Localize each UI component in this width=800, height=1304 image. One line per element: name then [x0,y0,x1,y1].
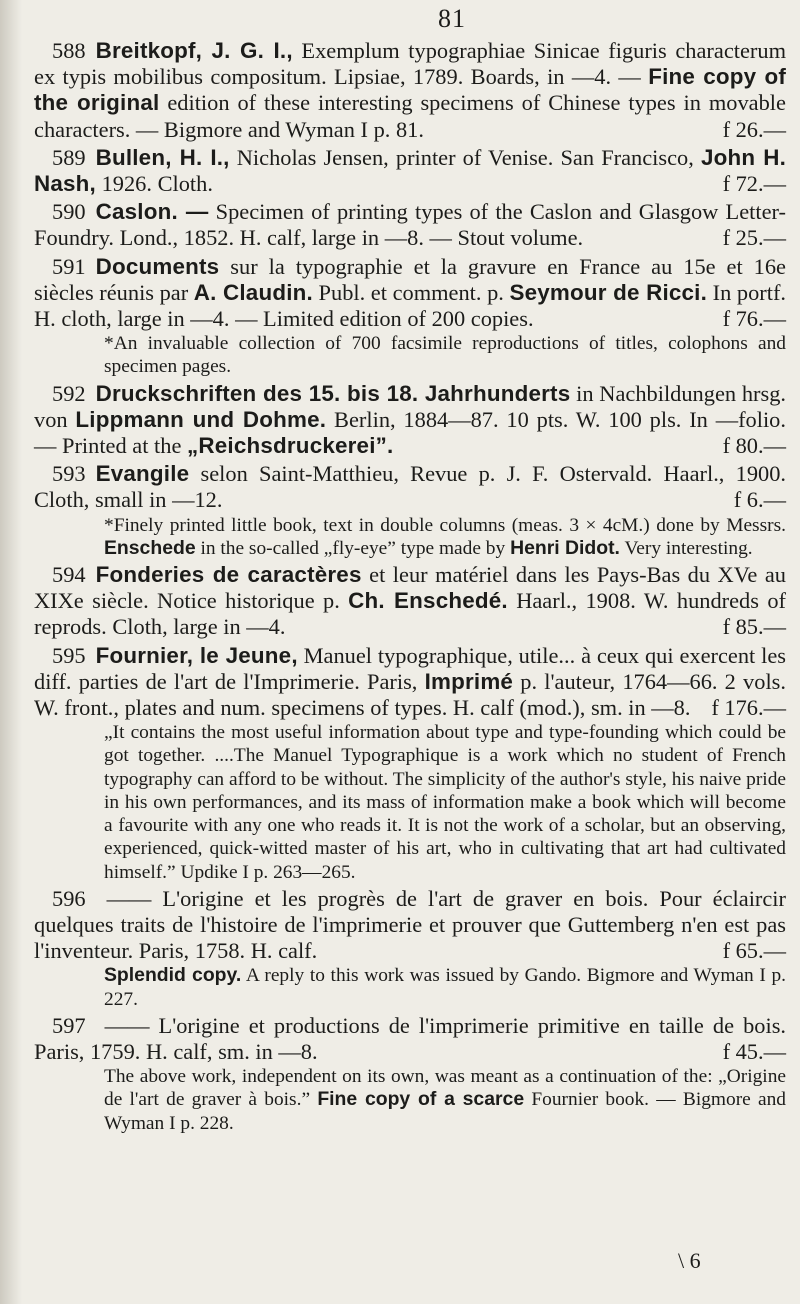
entry-price: f 176.— [711,695,786,721]
entry-note [104,1065,786,1135]
entry-number: 589 [52,144,86,170]
note-text: *Finely printed little book, text in double columns (meas. 3 × 4cM.) done by Messrs. [104,514,786,536]
entry-text-cont: edition of these interesting specimens of Chinese types in movable characters. — Bigmore and Wyman I p. 81. [34,90,786,142]
note-text-cont-2: Very interesting. [624,537,753,559]
entry-592 [34,381,786,460]
entry-number: 591 [52,253,86,279]
entry-number: 594 [52,562,86,588]
note-text: A reply to this work was issued by Gando. Bigmore and Wyman I p. 227. [104,965,786,1010]
entry-highlight: John H. Nash, [34,144,787,197]
entry-price: f 65.— [722,938,786,964]
entry-text: Specimen of printing types of the Caslon and Glasgow Letter-Foundry. Lond., 1852. H. calf, large in —8. — Stout volume. [34,199,786,251]
entry-price: f 72.— [722,171,786,197]
entry-595 [34,643,786,884]
entry-text-cont: Berlin, 1884—87. 10 pts. W. 100 pls. In —folio. — Printed at the [34,406,786,459]
note-text: „It contains the most useful information about type and type-founding which could be got together. ....The Manuel Typographique is a work which no student of French typography can afford to be without. The simplicity of the author's style, his naive pride in his own performances, and its mass of information make a book which will become a favourite with any one who reads it. It is not the work of a scholar, but an observing, experienced, quick-witted master of his art, who in cultivating that art had cultivated himself.” Updike I p. 263—265. [104,722,786,883]
entry-591 [34,254,786,379]
entry-highlight-2: „Reichsdruckerei”. [187,433,394,459]
entry-author: Fournier, le Jeune, [95,642,298,668]
entry-price: f 80.— [722,433,786,459]
entry-author: Druckschriften des 15. bis 18. Jahrhunderts [95,380,571,406]
note-highlight: Enschede [104,536,196,559]
entry-author: Caslon. — [95,199,209,225]
entry-text-cont: Haarl., 1908. W. hundreds of reprods. Cloth, large in —4. [34,588,786,640]
entry-author: Evangile [95,461,190,487]
entry-text-cont: 1926. Cloth. [101,171,213,197]
tail-mark: \ 6 [678,1248,701,1273]
entry-list [34,38,786,1137]
entry-highlight: Ch. Enschedé. [348,588,508,614]
page-number: 81 [438,4,466,33]
entry-note [104,964,786,1010]
note-text: *An invaluable collection of 700 facsimile reproductions of titles, colophons and specimen pages. [104,333,786,378]
entry-price: f 76.— [722,306,786,332]
entry-highlight: Lippmann und Dohme. [75,406,327,432]
entry-text: —— L'origine et productions de l'imprimerie primitive en taille de bois. Paris, 1759. H. calf, sm. in —8. [34,1012,787,1064]
entry-597 [34,1013,786,1135]
entry-text: selon Saint-Matthieu, Revue p. J. F. Ostervald. Haarl., 1900. Cloth, small in —12. [34,461,786,513]
entry-text: Nicholas Jensen, printer of Venise. San Francisco, [236,144,694,170]
entry-text: et leur matériel dans les Pays-Bas du XVe au XIXe siècle. Notice historique p. [34,562,786,614]
note-highlight: Fine copy of a scarce [317,1088,525,1111]
entry-text-cont-2: In portf. H. cloth, large in —4. — Limited edition of 200 copies. [34,279,786,332]
entry-596 [34,886,786,1011]
note-text-cont: in the so-called „fly-eye” type made by [200,537,506,559]
entry-highlight: Imprimé [424,668,514,694]
entry-number: 588 [52,38,86,63]
note-highlight: Splendid copy. [104,964,242,987]
entry-number: 596 [52,885,86,911]
entry-593 [34,461,786,560]
entry-note [104,721,786,883]
entry-price: f 26.— [722,116,786,142]
entry-text: —— L'origine et les progrès de l'art de graver en bois. Pour éclaircir quelques traits de l'histoire de l'imprimerie et prouver que Guttemberg n'en est pas l'inventeur. Paris, 1758. H. calf. [34,885,786,964]
entry-text: sur la typographie et la gravure en France au 15e et 16e siècles réunis par [34,253,786,305]
entry-number: 595 [52,642,86,668]
entry-author: Documents [95,253,220,279]
entry-price: f 45.— [722,1038,786,1064]
entry-number: 593 [52,461,86,487]
entry-highlight: Fine copy of the original [34,64,786,116]
entry-price: f 85.— [722,614,786,640]
entry-text: in Nachbildungen hrsg. von [34,380,786,432]
entry-highlight-2: Seymour de Ricci. [509,279,708,305]
page-edge-shadow [0,0,22,1304]
entry-588 [34,38,786,143]
entry-589 [34,145,786,197]
entry-590 [34,199,786,251]
entry-note [104,514,786,560]
entry-author: Breitkopf, J. G. I., [95,38,293,63]
entry-price: f 25.— [722,225,786,251]
entry-text: Exemplum typographiae Sinicae figuris characterum ex typis mobilibus compositum. Lipsiae, 1789. Boards, in —4. — [34,38,786,90]
entry-author: Fonderies de caractères [95,562,362,588]
entry-number: 590 [52,199,86,225]
entry-highlight: A. Claudin. [193,279,313,305]
note-text: The above work, independent on its own, was meant as a continuation of the: „Origine de l'art de graver à bois.” [104,1066,786,1111]
note-text-cont: Fournier book. — Bigmore and Wyman I p. 228. [104,1089,786,1134]
entry-text-cont: Publ. et comment. p. [318,279,504,305]
entry-number: 592 [52,380,86,406]
entry-number: 597 [52,1012,86,1038]
entry-text-cont: p. l'auteur, 1764—66. 2 vols. W. front., plates and num. specimens of types. H. calf (mod.), sm. in —8. [34,668,786,721]
note-highlight-2: Henri Didot. [510,536,620,559]
entry-594 [34,562,786,641]
entry-note [104,332,786,378]
entry-price: f 6.— [733,487,786,513]
entry-author: Bullen, H. I., [95,144,230,170]
entry-text: Manuel typographique, utile... à ceux qui exercent les diff. parties de l'art de l'Imprimerie. Paris, [34,642,786,694]
